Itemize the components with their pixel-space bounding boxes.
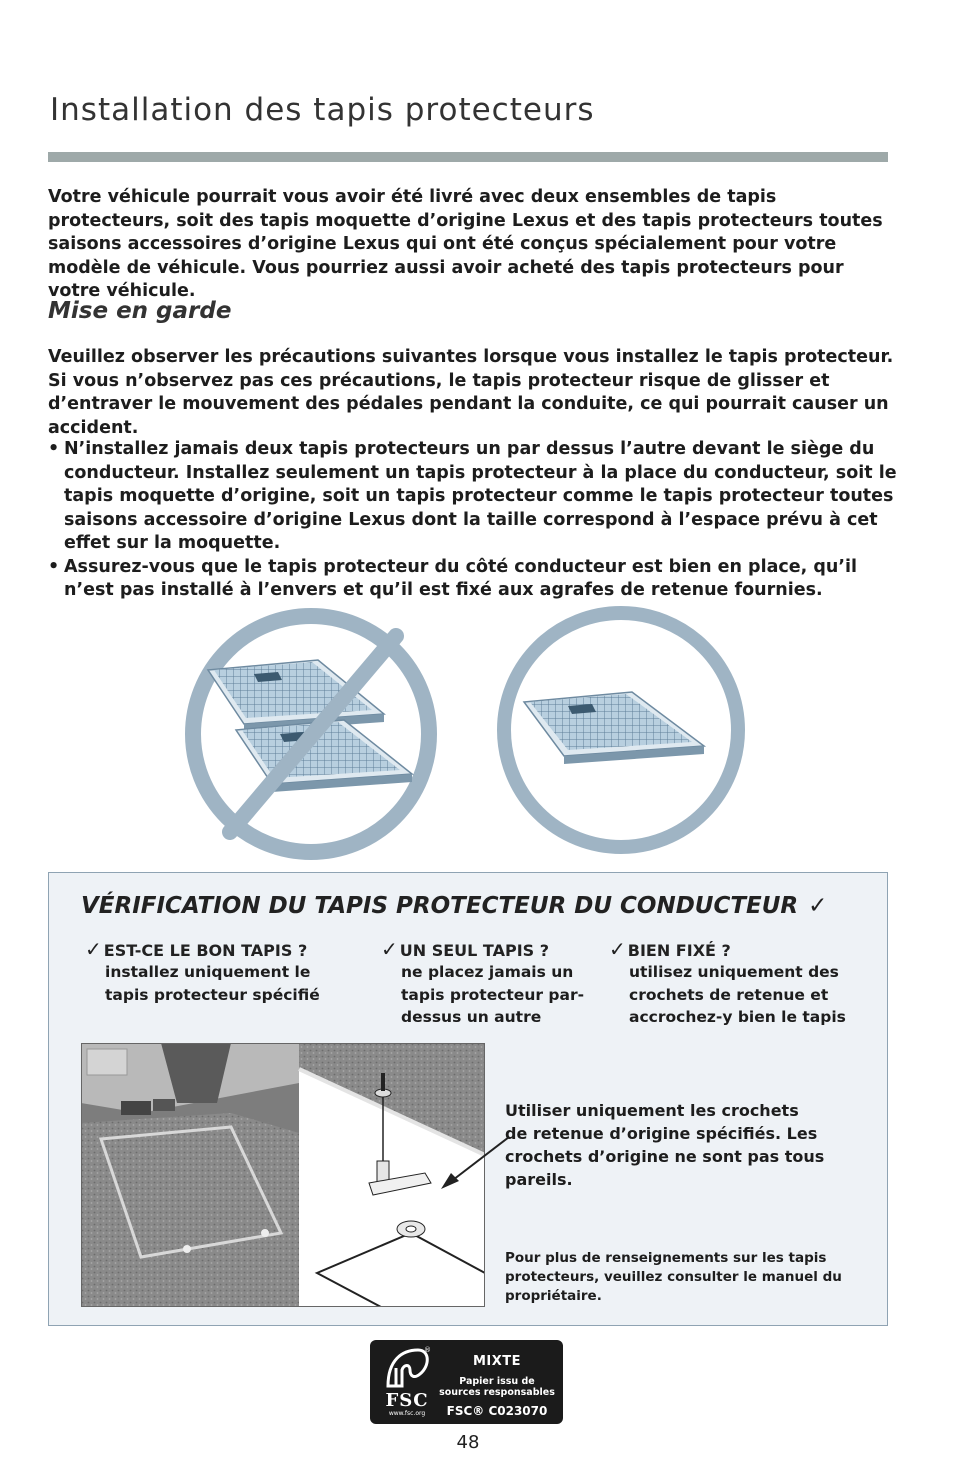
fsc-license-code: FSC® C023070 [446, 1404, 548, 1418]
check-mark-icon: ✓ [609, 937, 626, 961]
checklist-item-single-mat [381, 937, 601, 1029]
fsc-wordmark: FSC [385, 1390, 429, 1411]
caution-paragraph: Veuillez observer les précautions suivantes lorsque vous installez le tapis protecteur. Si vous n’observez pas ces précautions, le tapis protecteur risque de glisser et d’entraver le mouvement des pédales pendant la conduite, ce qui pourrait causer un accident. [48, 347, 894, 438]
retention-hook-diagram [81, 1043, 485, 1307]
fsc-mix-label: MIXTE [472, 1354, 522, 1369]
checklist-item-heading-text: BIEN FIXÉ ? [627, 941, 731, 960]
caution-bullet-list [48, 438, 898, 603]
checklist-item-heading [85, 937, 345, 961]
checklist-item-heading-text: EST-CE LE BON TAPIS ? [103, 941, 308, 960]
checklist-item-heading [609, 937, 869, 961]
page-title-text: Installation des tapis protecteurs [50, 92, 595, 128]
checklist-item-text: installez uniquement le tapis protecteur spécifié [105, 963, 320, 1004]
floor-mat-illustration [184, 606, 754, 864]
title-rule [48, 152, 888, 162]
fsc-registered-mark: ® [424, 1346, 431, 1354]
checklist-item-text: utilisez uniquement des crochets de retenue et accrochez-y bien le tapis [629, 963, 846, 1026]
caution-bullet-text: N’installez jamais deux tapis protecteurs un par dessus l’autre devant le siège du conducteur. Installez seulement un tapis protecteur à la place du conducteur, soit le tapis moquette d’origine, soit un tapis protecteur comme le tapis protecteur toutes saisons accessoire d’origine Lexus dont la taille correspond à l’espace prévu à cet effet sur la moquette. [64, 439, 897, 553]
check-mark-icon: ✓ [381, 937, 398, 961]
checklist-item-text: ne placez jamais un tapis protecteur par-dessus un autre [401, 963, 585, 1026]
bullet-dot-icon: • [48, 556, 60, 577]
approved-single-mat-icon [504, 613, 738, 847]
checklist-item-heading [381, 937, 601, 961]
checklist-title-text: VÉRIFICATION DU TAPIS PROTECTEUR DU CONDUCTEUR [81, 893, 799, 919]
bullet-dot-icon: • [48, 439, 60, 459]
check-mark-icon: ✓ [808, 893, 828, 919]
fsc-source-label: Papier issu de sources responsables [439, 1376, 555, 1398]
caution-bullet [48, 556, 898, 603]
check-mark-icon: ✓ [85, 937, 102, 961]
page-title [50, 92, 595, 128]
fsc-url: www.fsc.org [388, 1410, 426, 1417]
caution-bullet [48, 438, 898, 556]
footwell-photo [81, 1043, 299, 1307]
prohibited-double-mat-icon [193, 616, 429, 852]
fsc-certification-badge [370, 1340, 563, 1424]
intro-paragraph: Votre véhicule pourrait vous avoir été livré avec deux ensembles de tapis protecteurs, soit des tapis moquette d’origine Lexus et des tapis protecteurs toutes saisons accessoires d’origine Lexus qui ont été conçus spécialement pour votre modèle de véhicule. Vous pourriez aussi avoir acheté des tapis protecteurs pour votre véhicule. [48, 187, 883, 301]
checklist-item-right-mat [85, 937, 345, 1006]
pointer-arrow-icon [439, 1135, 511, 1191]
caution-bullet-text: Assurez-vous que le tapis protecteur du côté conducteur est bien en place, qu’il n’est pas installé à l’envers et qu’il est fixé aux agrafes de retenue fournies. [64, 556, 857, 600]
checklist-item-heading-text: UN SEUL TAPIS ? [399, 941, 550, 960]
checklist-item-secured [609, 937, 869, 1029]
page-number: 48 [456, 1432, 480, 1453]
caution-heading: Mise en garde [48, 298, 232, 324]
driver-mat-checklist [48, 872, 888, 1326]
checklist-title [81, 893, 827, 919]
hook-note: Utiliser uniquement les crochets de retenue d’origine spécifiés. Les crochets d’origine ne sont pas tous pareils. [505, 1101, 825, 1189]
owner-manual-note: Pour plus de renseignements sur les tapis protecteurs, veuillez consulter le manuel du propriétaire. [505, 1250, 842, 1304]
